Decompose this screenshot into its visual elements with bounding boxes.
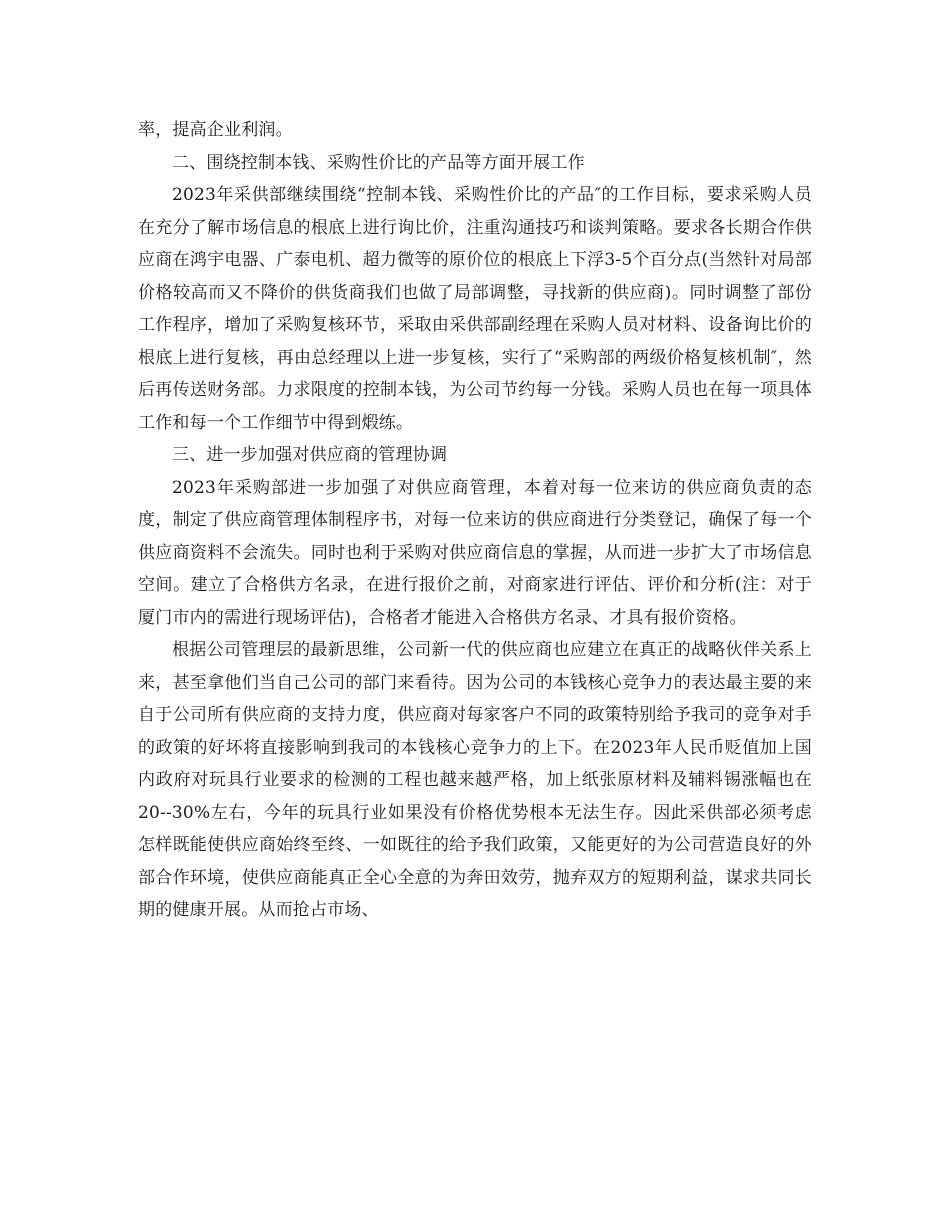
section-heading-three: 三、进一步加强对供应商的管理协调 — [172, 445, 448, 465]
paragraph-cost-control: 2023年采供部继续围绕“控制本钱、采购性价比的产品″的工作目标，要求采购人员在充分了解市场信息的根底上进行询比价，注重沟通技巧和谈判策略。要求各长期合作供应商在鸿宇电器、广泰电机、超力微等的原价位的根底上下浮3-5个百分点(当然针对局部价格较高而又不降价的供货商我们也做了局部调整，寻找新的供应商)。同时调整了部份工作程序，增加了采购复核环节，采取由采供部副经理在采购人员对材料、设备询比价的根底上进行复核，再由总经理以上进一步复核，实行了“采购部的两级价格复核机制″，然后再传送财务部。力求限度的控制本钱，为公司节约每一分钱。采购人员也在每一项具体工作和每一个工作细节中得到煅练。 — [138, 185, 812, 433]
paragraph-continuation: 率，提高企业利润。 — [138, 120, 293, 140]
paragraph-supplier-management: 2023年采购部进一步加强了对供应商管理，本着对每一位来访的供应商负责的态度，制定了供应商管理体制程序书，对每一位来访的供应商进行分类登记，确保了每一个供应商资料不会流失。同时也利于采购对供应商信息的掌握，从而进一步扩大了市场信息空间。建立了合格供方名录，在进行报价之前，对商家进行评估、评价和分析(注：对于厦门市内的需进行现场评估)，合格者才能进入合格供方名录、才具有报价资格。 — [138, 477, 812, 628]
document-body — [138, 114, 812, 927]
paragraph-strategic-partnership: 根据公司管理层的最新思维，公司新一代的供应商也应建立在真正的战略伙伴关系上来，甚至拿他们当自己公司的部门来看待。因为公司的本钱核心竞争力的表达最主要的来自于公司所有供应商的支持力度，供应商对每家客户不同的政策特别给予我司的竞争对手的政策的好坏将直接影响到我司的本钱核心竞争力的上下。在2023年人民币贬值加上国内政府对玩具行业要求的检测的工程也越来越严格，加上纸张原材料及辅料锡涨幅也在20--30%左右，今年的玩具行业如果没有价格优势根本无法生存。因此采供部必须考虑怎样既能使供应商始终至终、一如既往的给予我们政策，又能更好的为公司营造良好的外部合作环境，使供应商能真正全心全意的为奔田效劳，抛弃双方的短期利益，谋求共同长期的健康开展。从而抢占市场、 — [138, 640, 812, 920]
section-heading-two: 二、围绕控制本钱、采购性价比的产品等方面开展工作 — [172, 152, 585, 173]
